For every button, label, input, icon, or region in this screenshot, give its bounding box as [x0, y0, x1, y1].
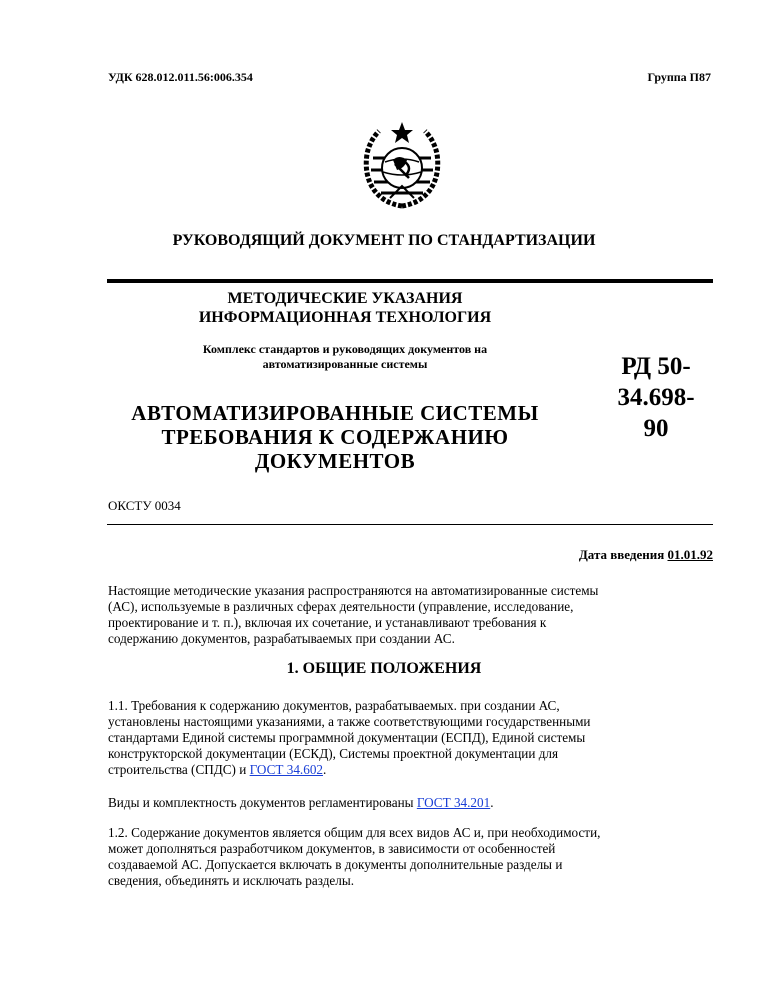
gost-34-602-link[interactable]: ГОСТ 34.602	[249, 762, 324, 777]
paragraph-line: содержанию документов, разрабатываемых при создании АС.	[108, 631, 455, 646]
group-code: Группа П87	[647, 70, 711, 84]
document-code	[598, 351, 714, 444]
divider-bottom	[107, 524, 713, 525]
paragraph-line: конструкторской документации (ЕСКД), Системы проектной документации для	[108, 746, 559, 761]
main-title-line: АВТОМАТИЗИРОВАННЫЕ СИСТЕМЫ	[131, 401, 539, 425]
paragraph-line: 1.1. Требования к содержанию документов, разрабатываемых. при создании АС,	[108, 698, 560, 713]
date-label: Дата введения	[578, 547, 665, 562]
paragraph-line	[108, 762, 718, 778]
paragraph-line: может дополняться разработчиком документов, в зависимости от особенностей	[108, 841, 556, 856]
paragraph-kinds	[108, 795, 718, 811]
main-title	[110, 401, 560, 473]
paragraph-line: стандартами Единой системы программной документации (ЕСПД), Единой системы	[108, 730, 586, 745]
paragraph-text: Виды и комплектность документов регламентированы	[108, 795, 417, 810]
intro-paragraph	[108, 583, 718, 647]
complex-line: автоматизированные системы	[262, 357, 428, 371]
paragraph-text: .	[323, 762, 327, 777]
paragraph-text: строительства (СПДС) и	[108, 762, 250, 777]
ussr-emblem-icon	[355, 118, 450, 213]
gost-34-201-link[interactable]: ГОСТ 34.201	[416, 795, 491, 810]
divider-top	[107, 279, 713, 283]
paragraph-line: установлены настоящими указаниями, а также соответствующими государственными	[108, 714, 591, 729]
code-line: 34.698-	[617, 384, 695, 411]
subtitle-line: ИНФОРМАЦИОННАЯ ТЕХНОЛОГИЯ	[198, 309, 492, 326]
date-value: 01.01.92	[667, 547, 713, 562]
udk-code: УДК 628.012.011.56:006.354	[108, 70, 253, 84]
subtitle-block	[160, 289, 530, 327]
paragraph-line: Настоящие методические указания распространяются на автоматизированные системы	[108, 583, 599, 598]
code-line: РД 50-	[621, 353, 691, 380]
complex-line: Комплекс стандартов и руководящих документов на	[202, 342, 488, 356]
main-title-line: ДОКУМЕНТОВ	[254, 449, 416, 473]
paragraph-1-1	[108, 698, 718, 778]
paragraph-line: создаваемой АС. Допускается включать в документы дополнительные разделы и	[108, 857, 563, 872]
complex-description	[140, 342, 550, 372]
paragraph-1-2	[108, 825, 718, 889]
paragraph-text: .	[490, 795, 494, 810]
subtitle-line: МЕТОДИЧЕСКИЕ УКАЗАНИЯ	[227, 290, 463, 307]
section-heading: 1. ОБЩИЕ ПОЛОЖЕНИЯ	[286, 660, 482, 677]
code-line: 90	[643, 415, 669, 442]
paragraph-line: (АС), используемые в различных сферах деятельности (управление, исследование,	[108, 599, 574, 614]
document-type: РУКОВОДЯЩИЙ ДОКУМЕНТ ПО СТАНДАРТИЗАЦИИ	[172, 232, 596, 249]
paragraph-line: проектирование и т. п.), включая их сочетание, и устанавливают требования к	[108, 615, 547, 630]
main-title-line: ТРЕБОВАНИЯ К СОДЕРЖАНИЮ	[161, 425, 509, 449]
introduction-date	[579, 547, 713, 563]
paragraph-line: сведения, объединять и исключать разделы.	[108, 873, 354, 888]
oksty-code: ОКСТУ 0034	[108, 498, 181, 513]
paragraph-line: 1.2. Содержание документов является общим для всех видов АС и, при необходимости,	[108, 825, 601, 840]
